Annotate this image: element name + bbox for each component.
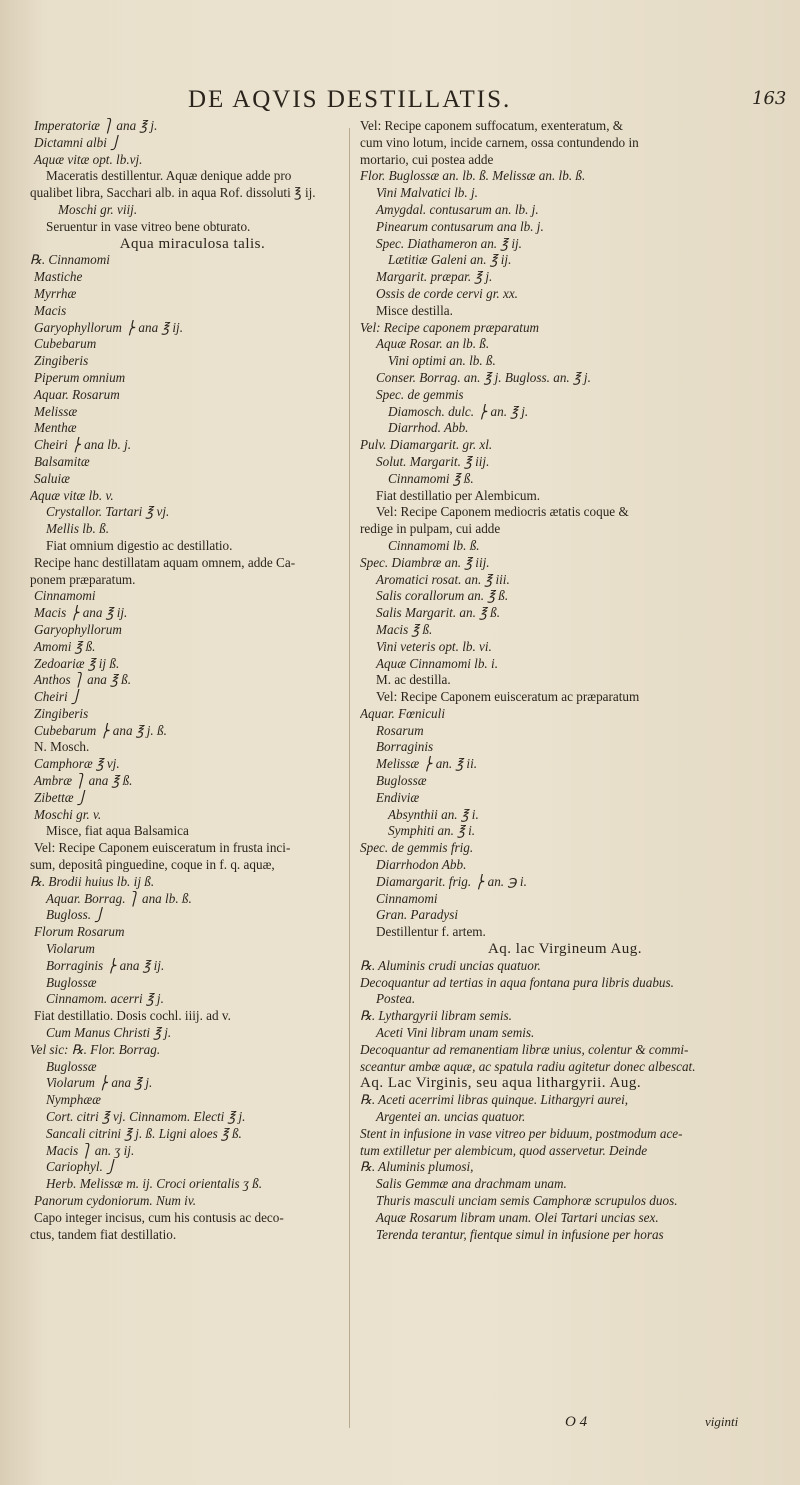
- text-line: ℞. Lythargyrii libram semis.: [360, 1008, 512, 1024]
- text-line: Cinnamom. acerri ℥ j.: [46, 991, 164, 1007]
- text-line: Fiat destillatio per Alembicum.: [376, 487, 541, 503]
- text-line: Cheiri ⎬ ana lb. j.: [34, 437, 132, 453]
- text-line: Cort. citri ℥ vj. Cinnamom. Electi ℥ j.: [46, 1109, 246, 1125]
- text-line: Pulv. Diamargarit. gr. xl.: [360, 437, 493, 453]
- text-line: Cinnamomi ℥ ß.: [388, 470, 474, 486]
- text-line: Cheiri ⎭: [34, 689, 81, 705]
- text-line: Spec. de gemmis: [376, 386, 464, 402]
- text-line: Moschi gr. viij.: [58, 201, 138, 217]
- text-line: Amygdal. contusarum an. lb. j.: [376, 201, 539, 217]
- text-line: Vel sic: ℞. Flor. Borrag.: [30, 1041, 161, 1057]
- text-line: ℞. Aluminis plumosi,: [360, 1159, 474, 1175]
- section-heading: Aqua miraculosa talis.: [119, 235, 266, 252]
- text-line: Piperum omnium: [34, 369, 126, 385]
- text-line: qualibet libra, Sacchari alb. in aqua Rof. dissoluti ℥ ij.: [30, 185, 316, 201]
- text-line: Imperatoriæ ⎫ ana ℥ j.: [34, 118, 158, 133]
- text-line: Spec. Diambræ an. ℥ iij.: [360, 554, 490, 570]
- catchword: viginti: [705, 1414, 739, 1429]
- header-title: DE AQVIS DESTILLATIS.: [188, 86, 512, 113]
- text-line: Buglossæ: [46, 1058, 97, 1074]
- text-line: Zibettæ ⎭: [34, 789, 87, 805]
- text-line: Decoquantur ad remanentiam libræ unius, colentur & commi-: [360, 1041, 689, 1057]
- text-line: Moschi gr. v.: [34, 806, 102, 822]
- text-line: Buglossæ: [376, 773, 427, 789]
- text-line: Zingiberis: [34, 353, 89, 369]
- text-line: Aquæ vitæ opt. lb.vj.: [34, 151, 143, 167]
- text-line: Menthæ: [34, 420, 77, 436]
- text-line: Conser. Borrag. an. ℥ j. Bugloss. an. ℥ j.: [376, 369, 591, 385]
- text-line: Macis ⎫ an. ʒ ij.: [46, 1142, 135, 1158]
- text-line: Diamosch. dulc. ⎬ an. ℥ j.: [388, 403, 529, 419]
- text-line: Amomi ℥ ß.: [34, 638, 96, 654]
- text-line: Herb. Melissæ m. ij. Croci orientalis ʒ ß.: [46, 1176, 262, 1192]
- text-line: Absynthii an. ℥ i.: [388, 806, 479, 822]
- text-line: Endiviæ: [376, 789, 420, 805]
- text-line: Diamargarit. frig. ⎬ an. ℈ i.: [376, 873, 527, 889]
- text-line: Zingiberis: [34, 705, 89, 721]
- text-line: cum vino lotum, incide carnem, ossa contundendo in: [360, 134, 639, 150]
- text-line: Bugloss. ⎭: [46, 907, 105, 923]
- text-line: Camphoræ ℥ vj.: [34, 756, 120, 772]
- text-line: Cinnamomi: [376, 890, 438, 906]
- section-heading: Aq. lac Virgineum Aug.: [487, 941, 643, 958]
- text-line: Myrrhæ: [34, 285, 77, 301]
- text-line: sum, depositâ pinguedine, coque in f. q. aquæ,: [30, 857, 275, 873]
- text-line: Terenda terantur, fientque simul in infusione per horas: [376, 1226, 664, 1242]
- text-line: ℞. Aceti acerrimi libras quinque. Lithargyri aurei,: [360, 1092, 629, 1108]
- text-line: Stent in infusione in vase vitreo per biduum, postmodum ace-: [360, 1125, 683, 1141]
- text-line: Misce destilla.: [376, 302, 453, 318]
- text-line: Cubebarum: [34, 336, 97, 352]
- text-line: Macis: [34, 302, 67, 318]
- text-line: Mastiche: [34, 269, 83, 285]
- text-line: Anthos ⎫ ana ℥ ß.: [34, 672, 132, 688]
- text-line: ponem præparatum.: [30, 571, 136, 587]
- text-line: Violarum ⎬ ana ℥ j.: [46, 1075, 153, 1091]
- text-line: Buglossæ: [46, 974, 97, 990]
- text-line: Pinearum contusarum ana lb. j.: [376, 218, 544, 234]
- text-line: Symphiti an. ℥ i.: [388, 823, 476, 839]
- text-line: Spec. Diathameron an. ℥ ij.: [376, 235, 522, 251]
- text-line: M. ac destilla.: [376, 672, 451, 688]
- text-line: Aquæ Cinnamomi lb. i.: [376, 655, 498, 671]
- text-line: Aquæ Rosarum libram unam. Olei Tartari uncias sex.: [376, 1209, 659, 1225]
- text-line: Vel: Recipe caponem suffocatum, exenteratum, &: [360, 118, 624, 133]
- text-line: Panorum cydoniorum. Num iv.: [34, 1193, 197, 1208]
- text-line: Mellis lb. ß.: [46, 521, 110, 537]
- text-line: Aceti Vini libram unam semis.: [376, 1025, 535, 1041]
- text-line: ctus, tandem fiat destillatio.: [30, 1226, 177, 1242]
- text-line: Borraginis ⎬ ana ℥ ij.: [46, 957, 165, 973]
- text-line: Balsamitæ: [34, 453, 90, 469]
- text-line: Vel: Recipe Caponem euisceratum in frusta inci-: [34, 840, 291, 856]
- text-line: Diarrhodon Abb.: [376, 857, 467, 873]
- text-line: Vini veteris opt. lb. vi.: [376, 638, 492, 654]
- text-line: Florum Rosarum: [34, 924, 125, 940]
- right-column: [360, 118, 770, 1243]
- text-line: Macis ℥ ß.: [376, 621, 433, 637]
- text-line: Ossis de corde cervi gr. xx.: [376, 285, 518, 301]
- text-line: Solut. Margarit. ℥ iij.: [376, 453, 490, 469]
- text-line: Dictamni albi ⎭: [34, 134, 121, 150]
- text-line: Aquar. Rosarum: [34, 386, 120, 402]
- text-line: Fiat omnium digestio ac destillatio.: [46, 537, 233, 553]
- text-line: Fiat destillatio. Dosis cochl. iiij. ad v.: [34, 1008, 231, 1024]
- text-line: Garyophyllorum: [34, 621, 122, 637]
- text-line: Borraginis: [376, 739, 434, 755]
- text-line: Gran. Paradysi: [376, 907, 459, 923]
- text-line: Nymphææ: [46, 1092, 101, 1108]
- text-line: Cariophyl. ⎭: [46, 1159, 116, 1175]
- text-line: Violarum: [46, 941, 95, 957]
- text-line: redige in pulpam, cui adde: [360, 521, 501, 537]
- text-line: Decoquantur ad tertias in aqua fontana pura libris duabus.: [360, 974, 674, 990]
- text-line: N. Mosch.: [34, 739, 90, 755]
- text-line: Salis Gemmæ ana drachmam unam.: [376, 1176, 567, 1192]
- text-line: Sancali citrini ℥ j. ß. Ligni aloes ℥ ß.: [46, 1125, 242, 1141]
- text-line: Rosarum: [376, 722, 424, 738]
- text-line: Crystallor. Tartari ℥ vj.: [46, 504, 170, 520]
- text-line: Ambræ ⎫ ana ℥ ß.: [34, 773, 133, 789]
- text-line: Aquar. Borrag. ⎫ ana lb. ß.: [46, 890, 192, 906]
- text-line: Vel: Recipe Caponem euisceratum ac præparatum: [376, 689, 640, 705]
- text-line: Diarrhod. Abb.: [388, 420, 469, 436]
- signature-mark: O 4: [565, 1414, 588, 1430]
- text-line: Macis ⎬ ana ℥ ij.: [34, 605, 128, 621]
- text-line: sceantur ambæ aquæ, ac spatula radiu agitetur donec albescat.: [360, 1058, 696, 1074]
- text-line: Margarit. præpar. ℥ j.: [376, 269, 493, 285]
- text-line: Cinnamomi: [34, 588, 96, 604]
- text-line: Garyophyllorum ⎬ ana ℥ ij.: [34, 319, 184, 335]
- running-header: [0, 86, 800, 118]
- text-line: Cubebarum ⎬ ana ℥ j. ß.: [34, 722, 167, 738]
- text-line: Salis corallorum an. ℥ ß.: [376, 588, 509, 604]
- text-line: Spec. de gemmis frig.: [360, 840, 474, 856]
- text-line: Cum Manus Christi ℥ j.: [46, 1025, 172, 1041]
- text-line: Melissæ: [34, 403, 78, 419]
- text-line: ℞. Cinnamomi: [30, 252, 110, 268]
- text-line: Aromatici rosat. an. ℥ iii.: [376, 571, 510, 587]
- section-heading: Aq. Lac Virginis, seu aqua lithargyrii. Aug.: [360, 1075, 642, 1092]
- text-line: Postea.: [376, 991, 416, 1007]
- text-line: Misce, fiat aqua Balsamica: [46, 823, 189, 839]
- text-line: Aquar. Fœniculi: [360, 705, 445, 721]
- text-line: Aquæ Rosar. an lb. ß.: [376, 336, 490, 352]
- text-line: Destillentur f. artem.: [376, 924, 486, 940]
- text-line: mortario, cui postea adde: [360, 151, 494, 167]
- text-line: Aquæ vitæ lb. v.: [30, 487, 114, 503]
- text-line: tum extilletur per alembicum, quod asservetur. Deinde: [360, 1142, 648, 1158]
- text-line: Vel: Recipe caponem præparatum: [360, 319, 540, 335]
- text-line: Argentei an. uncias quatuor.: [376, 1109, 526, 1125]
- text-line: Maceratis destillentur. Aquæ denique adde pro: [46, 168, 292, 184]
- text-line: Salis Margarit. an. ℥ ß.: [376, 605, 500, 621]
- text-line: ℞. Brodii huius lb. ij ß.: [30, 873, 155, 889]
- text-line: Saluiæ: [34, 470, 70, 486]
- text-line: Flor. Buglossæ an. lb. ß. Melissæ an. lb. ß.: [360, 168, 586, 184]
- text-line: Thuris masculi unciam semis Camphoræ scrupulos duos.: [376, 1193, 678, 1208]
- text-line: Vini optimi an. lb. ß.: [388, 353, 496, 369]
- text-line: Recipe hanc destillatam aquam omnem, adde Ca-: [34, 554, 296, 570]
- text-line: Seruentur in vase vitreo bene obturato.: [46, 218, 251, 234]
- text-line: Cinnamomi lb. ß.: [388, 537, 480, 553]
- text-line: Capo integer incisus, cum his contusis ac deco-: [34, 1209, 284, 1225]
- text-line: Vini Malvatici lb. j.: [376, 185, 478, 201]
- text-line: Melissæ ⎬ an. ℥ ii.: [376, 756, 478, 772]
- text-line: Zedoariæ ℥ ij ß.: [34, 655, 120, 671]
- text-line: Vel: Recipe Caponem mediocris ætatis coque &: [376, 504, 629, 520]
- left-column: [30, 118, 355, 1243]
- text-line: ℞. Aluminis crudi uncias quatuor.: [360, 957, 541, 973]
- text-line: Lætitiæ Galeni an. ℥ ij.: [388, 252, 512, 268]
- page-number: 163: [752, 88, 787, 109]
